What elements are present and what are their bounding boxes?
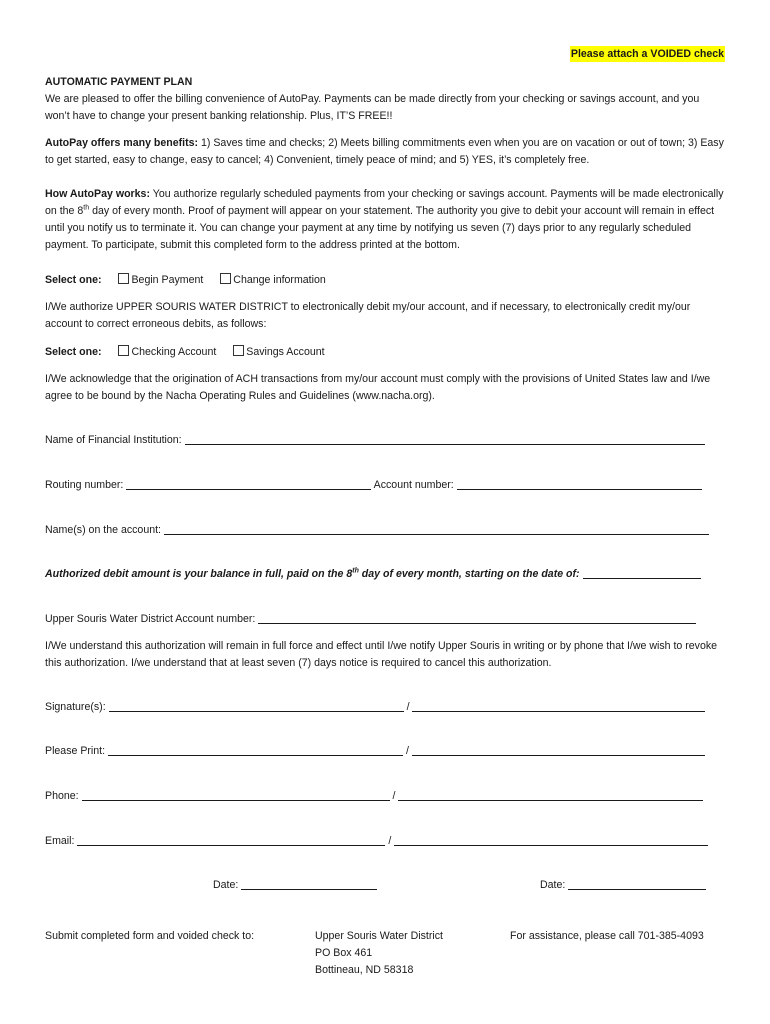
phone-label: Phone: [45,790,79,802]
phone-field-1[interactable] [82,788,390,801]
how-sup: th [83,204,90,212]
authorize-paragraph: I/We authorize UPPER SOURIS WATER DISTRICT to electronically debit my/our account, and if necessary, to electronically credit my/our account to correct erroneous debits, as follows: [45,301,691,330]
email-separator: / [388,835,392,847]
date-row-right [540,877,706,894]
signature-separator: / [406,701,410,713]
select-account-type [45,344,325,361]
savings-account-label: Savings Account [246,346,325,358]
email-label: Email: [45,835,75,847]
address-line-3: Bottineau, ND 58318 [315,964,414,976]
select-one-label: Select one: [45,274,102,286]
how-text-b: day of every month. Proof of payment will appear on your statement. The authority you give to debit your account will remain in effect until you notify us to terminate it. You can change your payment at any time by notifying us seven (7) days prior to any regularly scheduled payment. To participate, submit this completed form to the address printed at the bottom. [45,205,715,251]
authorized-debit-text-b: day of every month, starting on the date of: [358,568,580,580]
authorized-debit-row [45,566,701,583]
select-one-label-2: Select one: [45,346,102,358]
signature-field-2[interactable] [412,699,705,712]
address-line-1: Upper Souris Water District [315,930,443,942]
savings-account-checkbox[interactable] [233,345,244,356]
checking-account-checkbox[interactable] [118,345,129,356]
district-account-row [45,611,696,628]
date-label-1: Date: [213,879,239,891]
date-field-2[interactable] [568,877,706,890]
email-field-2[interactable] [394,833,708,846]
change-information-label: Change information [233,274,326,286]
phone-row [45,788,703,805]
district-account-field[interactable] [258,611,696,624]
how-paragraph [45,186,725,254]
start-date-field[interactable] [583,566,701,579]
begin-payment-label: Begin Payment [131,274,204,286]
how-label: How AutoPay works: [45,188,150,200]
address-line-2: PO Box 461 [315,947,373,959]
names-row [45,522,709,539]
intro-paragraph: We are pleased to offer the billing convenience of AutoPay. Payments can be made directly from your checking or savings account, and you won’t have to change your present banking relationship. Plus, IT’S FREE!! [45,93,700,122]
routing-account-row [45,477,702,494]
routing-field[interactable] [126,477,371,490]
phone-separator: / [392,790,396,802]
print-label: Please Print: [45,745,106,757]
names-label: Name(s) on the account: [45,524,161,536]
names-field[interactable] [164,522,709,535]
phone-field-2[interactable] [398,788,703,801]
print-separator: / [405,745,409,757]
footer-submit: Submit completed form and voided check to: [45,930,255,942]
change-information-checkbox[interactable] [220,273,231,284]
print-field-2[interactable] [412,743,705,756]
account-label: Account number: [373,479,454,491]
signature-label: Signature(s): [45,701,106,713]
begin-payment-checkbox[interactable] [118,273,129,284]
account-field[interactable] [457,477,702,490]
date-label-2: Date: [540,879,566,891]
institution-label: Name of Financial Institution: [45,434,182,446]
benefits-label: AutoPay offers many benefits: [45,137,199,149]
benefits-text: 1) Saves time and checks; 2) Meets billing commitments even when you are on vacation or out of town; 3) Easy to get started, easy to change, easy to cancel; 4) Convenient, timely peace of mind; and 5) YES, it’s completely free. [45,137,724,166]
authorized-debit-sup: th [352,567,359,575]
benefits-paragraph [45,135,725,169]
email-row [45,833,708,850]
acknowledge-paragraph: I/We acknowledge that the origination of ACH transactions from my/our account must comply with the provisions of United States law and I/we agree to be bound by the Nacha Operating Rules and Guidelines (www.nacha.org). [45,373,711,402]
form-title: AUTOMATIC PAYMENT PLAN [45,76,193,88]
footer-assistance: For assistance, please call 701-385-4093 [510,930,704,942]
print-field-1[interactable] [108,743,403,756]
routing-label: Routing number: [45,479,124,491]
signature-row [45,699,705,716]
signature-field-1[interactable] [109,699,404,712]
date-row-left [213,877,377,894]
institution-field[interactable] [185,432,705,445]
date-field-1[interactable] [241,877,377,890]
voided-check-banner: Please attach a VOIDED check [570,48,724,60]
understand-paragraph: I/We understand this authorization will remain in full force and effect until I/we notify Upper Souris in writing or by phone that I/we wish to revoke this authorization. I/we understand that at least seven (7) days notice is required to cancel this authorization. [45,640,718,669]
institution-row [45,432,705,449]
print-row [45,743,705,760]
footer-address [315,928,443,979]
select-payment-type [45,272,326,289]
checking-account-option[interactable] [118,346,216,358]
change-information-option[interactable] [220,274,325,286]
authorized-debit-text-a: Authorized debit amount is your balance in full, paid on the 8 [45,568,353,580]
how-text-a: You authorize regularly scheduled payments from your checking or savings account. Payments will be made electronically on the 8 [45,188,724,217]
district-account-label: Upper Souris Water District Account number: [45,613,256,625]
savings-account-option[interactable] [233,346,324,358]
email-field-1[interactable] [77,833,385,846]
begin-payment-option[interactable] [118,274,203,286]
checking-account-label: Checking Account [131,346,217,358]
